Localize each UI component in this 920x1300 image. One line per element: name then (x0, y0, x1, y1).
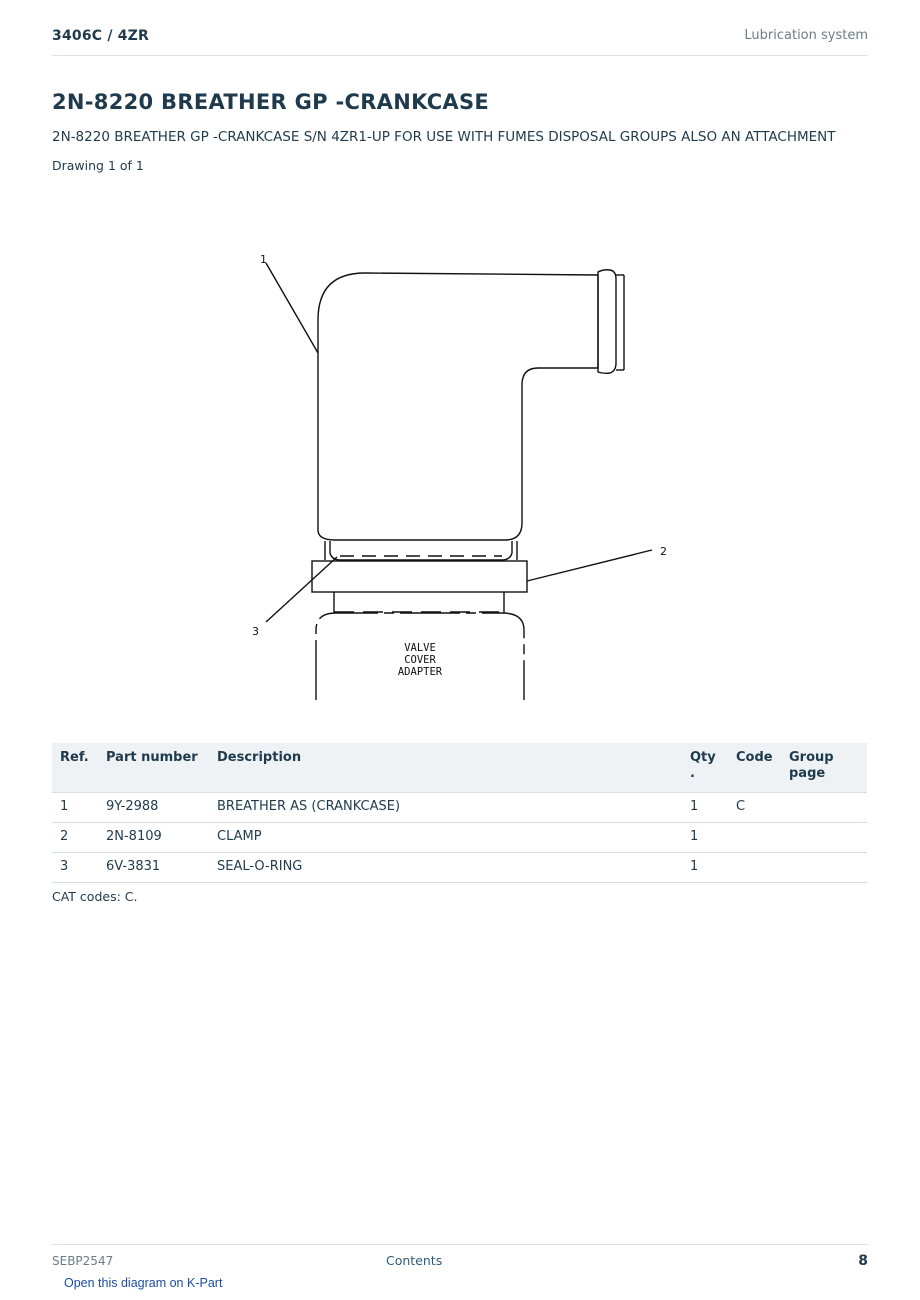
drawing-label: Drawing 1 of 1 (52, 158, 144, 173)
page-header (52, 28, 868, 56)
callout-2: 2 (660, 545, 667, 558)
breather-body (318, 273, 598, 540)
drawing-text-adapter: ADAPTER (397, 666, 443, 678)
cell-description: SEAL-O-RING (209, 853, 682, 883)
header-qty (682, 743, 728, 793)
open-kpart-link[interactable]: Open this diagram on K-Part (64, 1276, 223, 1290)
callout-3: 3 (252, 625, 259, 638)
header-qty-line1: Qty (690, 750, 716, 765)
cell-code (728, 823, 781, 853)
header-group-line2: page (789, 766, 826, 781)
drawing-text-cover: COVER (404, 654, 436, 666)
header-code: Code (728, 743, 781, 793)
table-row (52, 823, 867, 853)
header-qty-line2: . (690, 766, 695, 781)
table-header-row (52, 743, 867, 793)
header-description: Description (209, 743, 682, 793)
parts-table (52, 743, 867, 883)
cell-description: BREATHER AS (CRANKCASE) (209, 793, 682, 823)
cell-qty: 1 (682, 853, 728, 883)
parts-drawing (240, 195, 680, 710)
section-label: Lubrication system (744, 28, 868, 43)
contents-link[interactable]: Contents (386, 1253, 443, 1268)
drawing-text-valve: VALVE (404, 642, 436, 654)
cell-qty: 1 (682, 793, 728, 823)
cell-ref: 3 (52, 853, 98, 883)
page-footer (52, 1244, 868, 1275)
document-id: SEBP2547 (52, 1254, 114, 1268)
cell-description: CLAMP (209, 823, 682, 853)
callout-1: 1 (260, 253, 267, 266)
cell-group-page (781, 793, 867, 823)
breather-diagram (240, 195, 680, 710)
cell-ref: 2 (52, 823, 98, 853)
o-ring-seal (330, 541, 512, 560)
model-label: 3406C / 4ZR (52, 28, 149, 44)
table-row (52, 853, 867, 883)
cell-part-number: 2N-8109 (98, 823, 209, 853)
cell-qty: 1 (682, 823, 728, 853)
cell-group-page (781, 823, 867, 853)
table-row (52, 793, 867, 823)
page-title: 2N-8220 BREATHER GP -CRANKCASE (52, 90, 490, 114)
header-group-line1: Group (789, 750, 834, 765)
header-part-number: Part number (98, 743, 209, 793)
outlet-flange (598, 270, 616, 374)
cell-code (728, 853, 781, 883)
cat-codes-note: CAT codes: C. (52, 889, 138, 904)
cell-ref: 1 (52, 793, 98, 823)
page-number: 8 (858, 1253, 868, 1269)
cell-group-page (781, 853, 867, 883)
cell-code: C (728, 793, 781, 823)
header-ref: Ref. (52, 743, 98, 793)
cell-part-number: 9Y-2988 (98, 793, 209, 823)
header-group-page (781, 743, 867, 793)
clamp (312, 561, 527, 592)
page-subtitle: 2N-8220 BREATHER GP -CRANKCASE S/N 4ZR1-UP FOR USE WITH FUMES DISPOSAL GROUPS ALSO AN ATTACHMENT (52, 129, 836, 145)
cell-part-number: 6V-3831 (98, 853, 209, 883)
